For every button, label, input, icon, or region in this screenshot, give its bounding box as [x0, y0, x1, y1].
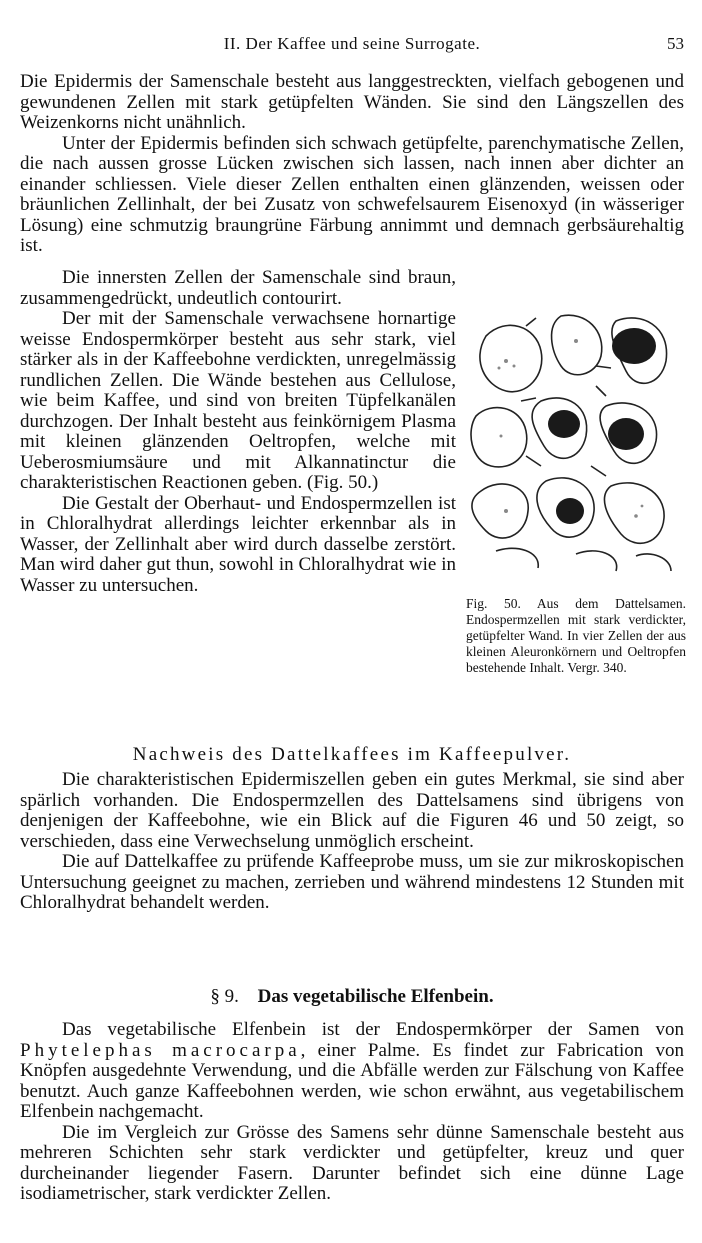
section-heading: Nachweis des Dattelkaffees im Kaffeepulver.: [132, 744, 572, 765]
text-run: Das vegetabilische Elfenbein ist der Endospermkörper der Samen von: [62, 1019, 684, 1040]
paragraph-heading: [20, 986, 684, 1008]
paragraph: Die Gestalt der Oberhaut- und Endospermzellen ist in Chloralhydrat allerdings leichter erkennbar als in Wasser, der Zellinhalt aber wird durch dasselbe zerstört. Man wird daher gut thun, sowohl in Chloralhydrat wie in Wasser zu untersuchen.: [20, 492, 456, 596]
text-block-bottom: [20, 1020, 684, 1205]
paragraph: Die charakteristischen Epidermiszellen geben ein gutes Merkmal, sie sind aber spärlich vorhanden. Die Endospermzellen des Dattelsamens sind übrigens von denjenigen der Kaffeebohne, wie ein Blick auf die Figuren 46 und 50 zeigt, so verschieden, dass eine Verwechselung unmöglich erscheint.: [20, 769, 684, 852]
figure-50: [466, 306, 686, 720]
text-block-section: [20, 770, 684, 914]
text-block-left: [20, 268, 456, 596]
figure-caption: Fig. 50. Aus dem Dattelsamen. Endospermzellen mit stark verdickter, getüpfelter Wand. In vier Zellen der aus kleinen Aleuronkörnern und Oeltropfen bestehende Inhalt. Vergr. 340.: [466, 596, 686, 675]
page-number: 53: [667, 34, 684, 53]
paragraph: Die im Vergleich zur Grösse des Samens sehr dünne Samenschale besteht aus mehreren Schichten sehr stark verdickter und getüpfelter, kreuz und quer durcheinander liegender Fasern. Darunter befindet sich eine dünne Lage isodiametrischer, stark verdickter Zellen.: [20, 1121, 684, 1204]
paragraph: Die auf Dattelkaffee zu prüfende Kaffeeprobe muss, um sie zur mikroskopischen Untersuchung geeignet zu machen, zerrieben und während mindestens 12 Stunden mit Chloralhydrat behandelt werden.: [20, 851, 684, 913]
endosperm-cells-illustration: [466, 306, 686, 576]
running-head: [20, 34, 684, 56]
paragraph: Unter der Epidermis befinden sich schwach getüpfelte, parenchymatische Zellen, die nach aussen grosse Lücken zwischen sich lassen, nach innen aber dichter an einander schliessen. Viele dieser Zellen enthalten einen glänzenden, weissen oder bräunlichen Zellinhalt, der bei Zusatz von schwefelsaurem Eisenoxyd (in wässeriger Lösung) eine schmutzig braungrüne Färbung annimmt und demnach gerbsäurehaltig ist.: [20, 132, 684, 256]
paragraph-number: § 9.: [210, 986, 239, 1007]
paragraph-title: Das vegetabilische Elfenbein.: [257, 986, 494, 1007]
paragraph: [20, 1020, 684, 1123]
paragraph: Die innersten Zellen der Samenschale sind braun, zusammengedrückt, undeutlich contourirt.: [20, 267, 456, 309]
text-block-top: [20, 72, 684, 257]
paragraph: Der mit der Samenschale verwachsene hornartige weisse Endospermkörper besteht aus sehr stark, viel stärker als in der Kaffeebohne verdickten, unregelmässig rundlichen Zellen. Die Wände bestehen aus Cellulose, wie beim Kaffee, und sind von breiten Tüpfelkanälen durchzogen. Der Inhalt besteht aus feinkörnigem Plasma mit kleinen glänzenden Oeltropfen, welche mit Ueberosmiumsäure und mit Alkannatinctur die charakteristischen Reactionen geben. (Fig. 50.): [20, 308, 456, 493]
paragraph: Die Epidermis der Samenschale besteht aus langgestreckten, vielfach gebogenen und gewundenen Zellen mit stark getüpfelten Wänden. Sie sind den Längszellen des Weizenkorns nicht unähnlich.: [20, 71, 684, 133]
text-run: , einer Palme. Es findet zur Fabrication von Knöpfen ausgedehnte Verwendung, und die Abfälle werden zur Fälschung von Kaffee benutzt. Auch ganze Kaffeebohnen werden, wie schon erwähnt, aus vegetabilischem Elfenbein nachgemacht.: [20, 1039, 684, 1122]
running-title: II. Der Kaffee und seine Surrogate.: [223, 34, 481, 53]
species-name: Phytelephas macrocarpa: [20, 1039, 301, 1061]
